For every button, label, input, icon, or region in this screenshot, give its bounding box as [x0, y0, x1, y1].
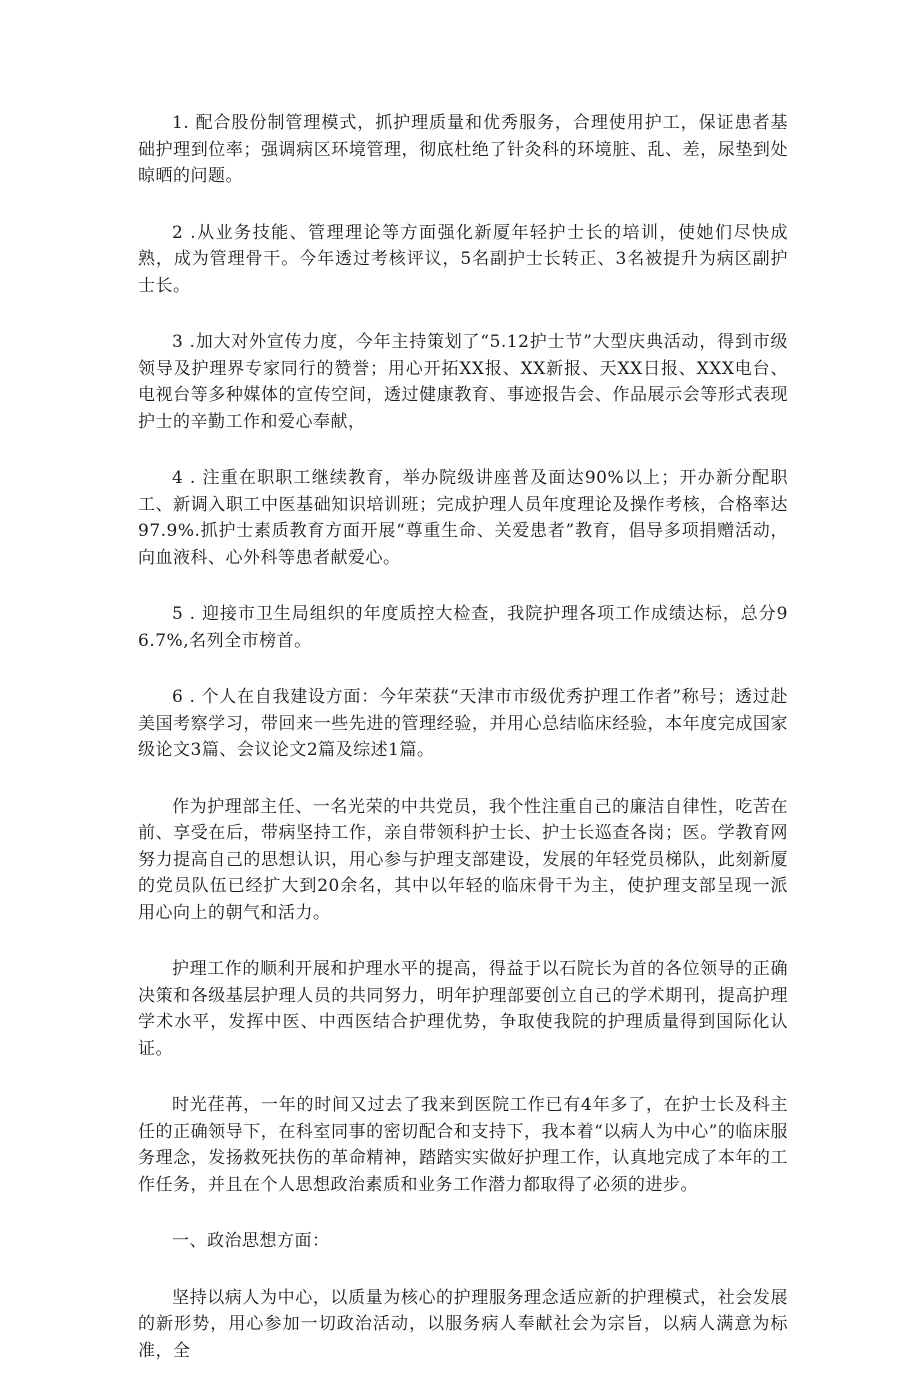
paragraph-9: 时光荏苒，一年的时间又过去了我来到医院工作已有4年多了，在护士长及科主任的正确领导下，在科室同事的密切配合和支持下，我本着“以病人为中心”的临床服务理念，发扬救死扶伤的革命精神，踏踏实实做好护理工作，认真地完成了本年的工作任务，并且在个人思想政治素质和业务工作潜力都取得了必须的进步。 [138, 1095, 788, 1195]
paragraph-10: 坚持以病人为中心，以质量为核心的护理服务理念适应新的护理模式，社会发展的新形势，用心参加一切政治活动，以服务病人奉献社会为宗旨，以病人满意为标准，全 [138, 1287, 788, 1361]
paragraph-4: 4 . 注重在职职工继续教育，举办院级讲座普及面达90%以上；开办新分配职工、新调入职工中医基础知识培训班；完成护理人员年度理论及操作考核，合格率达97.9%.抓护士素质教育方面开展“尊重生命、关爱患者”教育，倡导多项捐赠活动，向血液科、心外科等患者献爱心。 [138, 468, 788, 568]
paragraph-2: 2 .从业务技能、管理理论等方面强化新厦年轻护士长的培训，使她们尽快成熟，成为管理骨干。今年透过考核评议，5名副护士长转正、3名被提升为病区副护士长。 [138, 222, 788, 296]
paragraph-8: 护理工作的顺利开展和护理水平的提高，得益于以石院长为首的各位领导的正确决策和各级基层护理人员的共同努力，明年护理部要创立自己的学术期刊，提高护理学术水平，发挥中医、中西医结合护理优势，争取使我院的护理质量得到国际化认证。 [138, 959, 788, 1059]
paragraph-5: 5 . 迎接市卫生局组织的年度质控大检查，我院护理各项工作成绩达标，总分96.7%,名列全市榜首。 [138, 604, 788, 651]
paragraph-3: 3 .加大对外宣传力度，今年主持策划了“5.12护士节”大型庆典活动，得到市级领导及护理界专家同行的赞誉；用心开拓XX报、XX新报、天XX日报、XXX电台、电视台等多种媒体的宣传空间，透过健康教育、事迹报告会、作品展示会等形式表现护士的辛勤工作和爱心奉献， [138, 332, 788, 432]
paragraph-1: 1. 配合股份制管理模式，抓护理质量和优秀服务，合理使用护工，保证患者基础护理到位率；强调病区环境管理，彻底杜绝了针灸科的环境脏、乱、差，尿垫到处晾晒的问题。 [138, 113, 788, 186]
paragraph-6: 6 . 个人在自我建设方面：今年荣获“天津市市级优秀护理工作者”称号；透过赴美国考察学习，带回来一些先进的管理经验，并用心总结临床经验，本年度完成国家级论文3篇、会议论文2篇及综述1篇。 [138, 687, 788, 760]
section-heading: 一、政治思想方面： [172, 1231, 330, 1251]
document-body [138, 110, 788, 1394]
paragraph-7: 作为护理部主任、一名光荣的中共党员，我个性注重自己的廉洁自律性，吃苦在前、享受在后，带病坚持工作，亲自带领科护士长、护士长巡查各岗；医。学教育网努力提高自己的思想认识，用心参与护理支部建设，发展的年轻党员梯队，此刻新厦的党员队伍已经扩大到20余名，其中以年轻的临床骨干为主，使护理支部呈现一派用心向上的朝气和活力。 [138, 796, 788, 923]
